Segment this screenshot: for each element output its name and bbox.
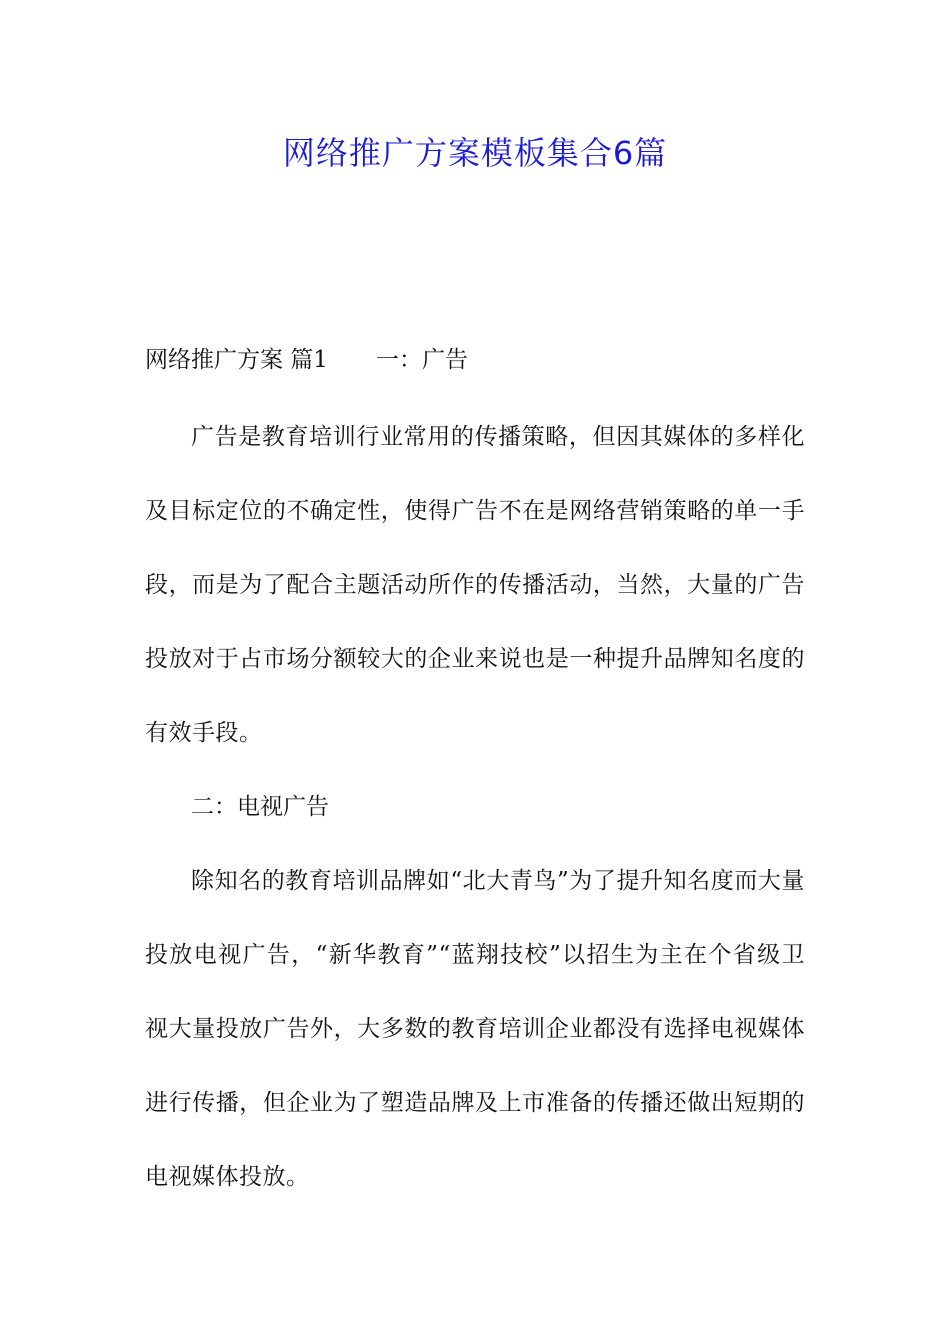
section-label: 网络推广方案 篇1 (145, 347, 328, 373)
document-title: 网络推广方案模板集合6篇 (282, 134, 668, 172)
paragraph-advertising: 广告是教育培训行业常用的传播策略，但因其媒体的多样化及目标定位的不确定性，使得广告不在是网络营销策略的单一手段，而是为了配合主题活动所作的传播活动，当然，大量的广告投放对于占市场分额较大的企业来说也是一种提升品牌知名度的有效手段。 (145, 424, 805, 746)
section-heading-line (145, 340, 805, 380)
sub-heading-tv-advertising: 二：电视广告 (191, 794, 329, 820)
paragraph-tv-advertising: 除知名的教育培训品牌如“北大青鸟”为了提升知名度而大量投放电视广告，“新华教育”“蓝翔技校”以招生为主在个省级卫视大量投放广告外，大多数的教育培训企业都没有选择电视媒体进行传播，但企业为了塑造品牌及上市准备的传播还做出短期的电视媒体投放。 (145, 868, 805, 1190)
section-first-heading: 一：广告 (375, 347, 468, 373)
